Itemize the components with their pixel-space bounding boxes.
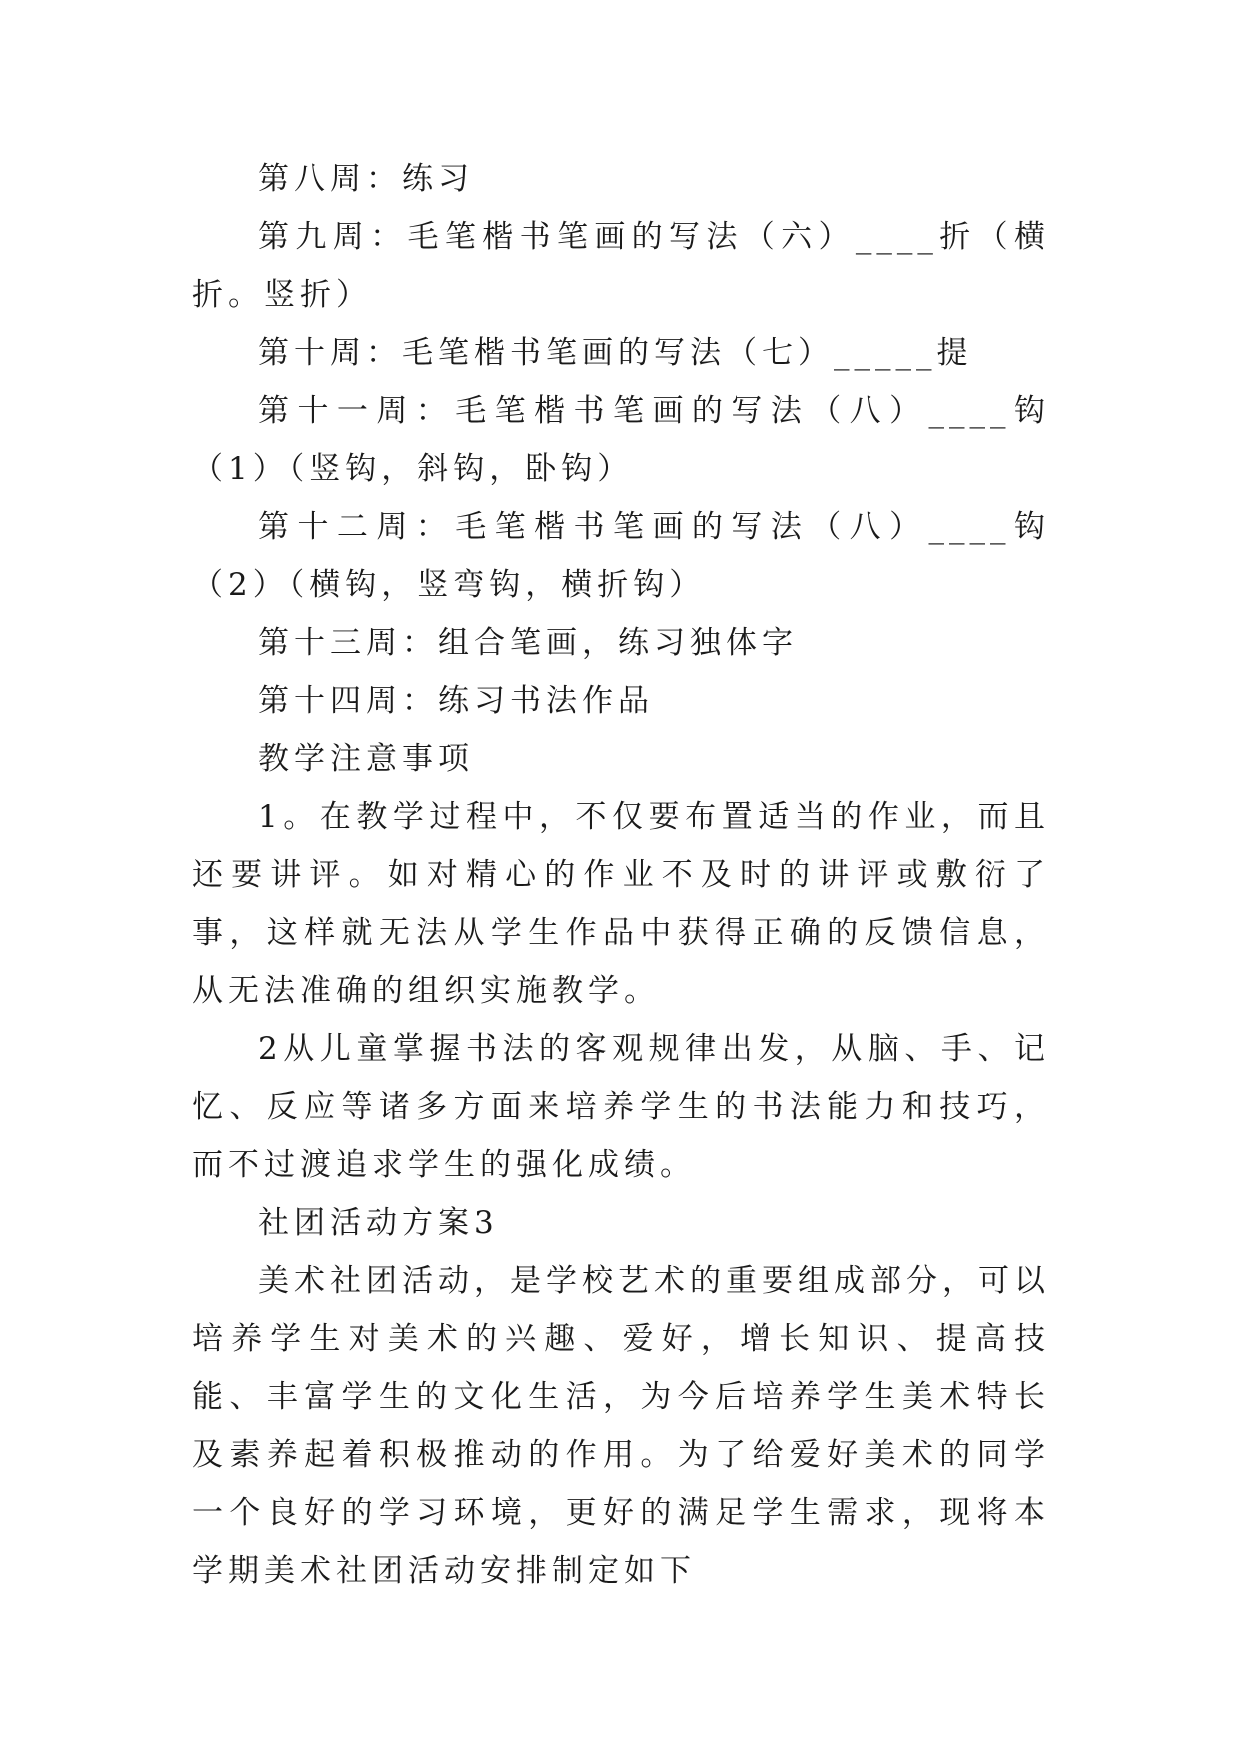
teaching-note-2: 2从儿童掌握书法的客观规律出发，从脑、手、记忆、反应等诸多方面来培养学生的书法能力和技巧，而不过渡追求学生的强化成绩。 bbox=[192, 1031, 1050, 1183]
schedule-week-12: 第十二周：毛笔楷书笔画的写法（八）____钩（2）（横钩，竖弯钩，横折钩） bbox=[192, 509, 1050, 603]
document-body bbox=[192, 150, 1050, 1600]
schedule-week-11: 第十一周：毛笔楷书笔画的写法（八）____钩（1）（竖钩，斜钩，卧钩） bbox=[192, 393, 1050, 487]
section-heading-teaching-notes: 教学注意事项 bbox=[258, 741, 474, 777]
teaching-note-1: 1。在教学过程中，不仅要布置适当的作业，而且还要讲评。如对精心的作业不及时的讲评或敷衍了事，这样就无法从学生作品中获得正确的反馈信息，从无法准确的组织实施教学。 bbox=[192, 799, 1050, 1009]
schedule-week-13: 第十三周：组合笔画，练习独体字 bbox=[258, 625, 798, 661]
schedule-week-14: 第十四周：练习书法作品 bbox=[258, 683, 654, 719]
club-plan-intro: 美术社团活动，是学校艺术的重要组成部分，可以培养学生对美术的兴趣、爱好，增长知识、提高技能、丰富学生的文化生活，为今后培养学生美术特长及素养起着积极推动的作用。为了给爱好美术的同学一个良好的学习环境，更好的满足学生需求，现将本学期美术社团活动安排制定如下 bbox=[192, 1263, 1050, 1589]
schedule-week-10: 第十周：毛笔楷书笔画的写法（七）_____提 bbox=[258, 335, 973, 371]
schedule-week-8: 第八周：练习 bbox=[258, 161, 474, 197]
schedule-week-9: 第九周：毛笔楷书笔画的写法（六）____折（横折。竖折） bbox=[192, 219, 1050, 313]
section-heading-club-plan-3: 社团活动方案3 bbox=[258, 1205, 499, 1241]
